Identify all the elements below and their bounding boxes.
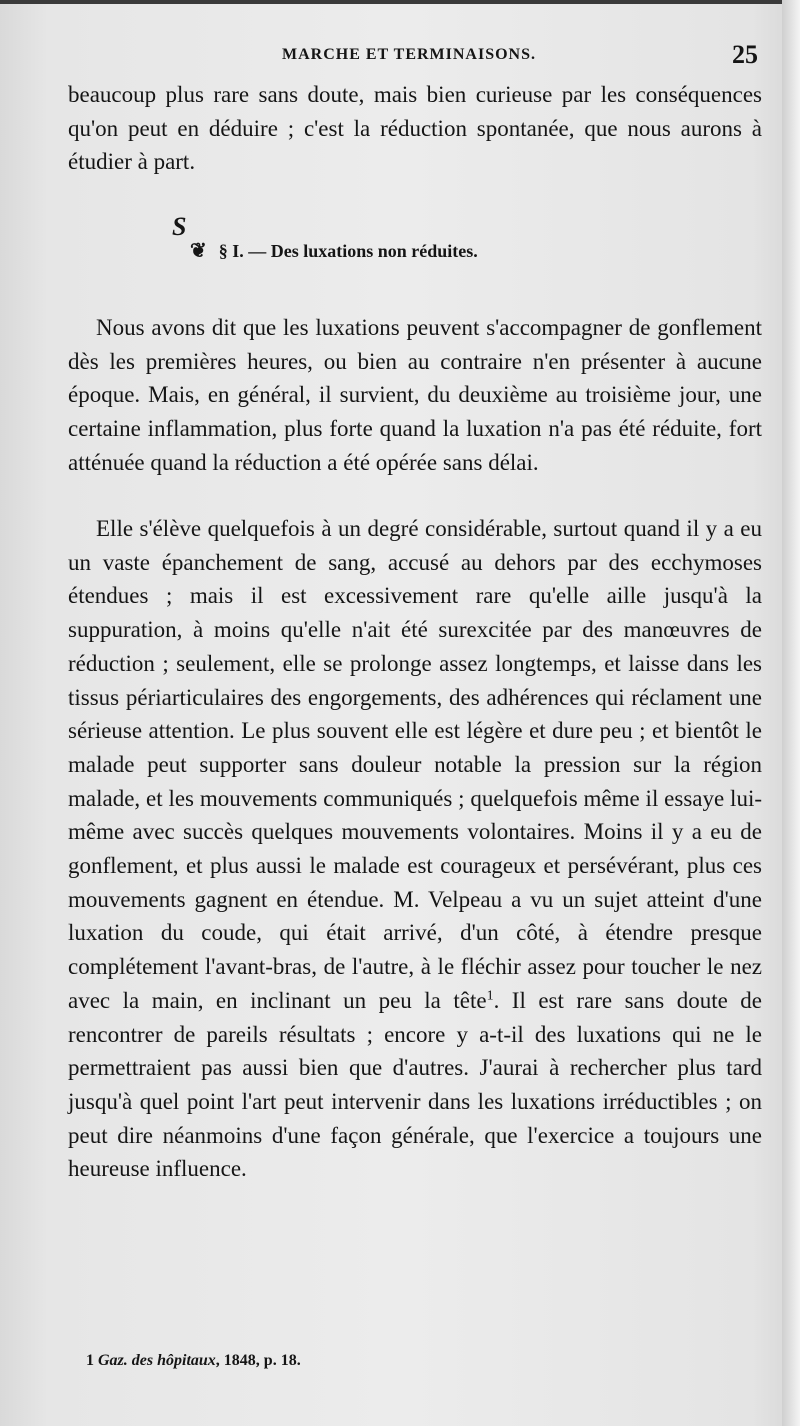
section-heading-text: § I. — Des luxations non réduites.	[218, 241, 478, 261]
section-heading	[190, 238, 478, 263]
page-number: 25	[732, 40, 758, 69]
running-title: MARCHE ET TERMINAISONS.	[282, 46, 537, 63]
footnote-mark: 1	[86, 1352, 94, 1369]
paragraph-inflammation: Nous avons dit que les luxations peuvent s'accompagner de gonflement dès les premières heures, ou bien au contraire n'en présenter à aucune époque. Mais, en général, il survient, du deuxième au troisième jour, une certaine inflammation, plus forte quand la luxation n'a pas été réduite, fort atténuée quand la réduction a été opérée sans délai.	[68, 315, 762, 475]
footnote	[86, 1352, 301, 1370]
page-right-edge	[782, 0, 800, 1426]
paragraph-degree-text: Elle s'élève quelquefois à un degré considérable, surtout quand il y a eu un vaste épanchement de sang, accusé au dehors par des ecchymoses étendues ; mais il est excessivement rare qu'elle aille jusqu'à la suppuration, à moins qu'elle n'ait été surexcitée par des manœuvres de réduction ; seulement, elle se prolonge assez longtemps, et laisse dans les tissus périarticulaires des engorgements, des adhérences qui réclament une sérieuse attention. Le plus souvent elle est légère et dure peu ; et bientôt le malade peut supporter sans douleur notable la pression sur la région malade, et les mouvements communiqués ; quelquefois même il essaye lui-même avec succès quelques mouvements volontaires. Moins il y a eu de gonflement, et plus aussi le malade est courageux et persévérant, plus ces mouvements gagnent en étendue. M. Velpeau a vu un sujet atteint d'une luxation du coude, qui était arrivé, d'un côté, à étendre presque complétement l'avant-bras, de l'autre, à le fléchir assez pour toucher le nez avec la main, en inclinant un peu la tête	[68, 516, 762, 1013]
footnote-rest: , 1848, p. 18.	[215, 1352, 301, 1369]
paragraph-degree	[68, 512, 762, 1186]
running-head	[0, 40, 800, 70]
fleuron-icon: ❦	[190, 240, 207, 262]
paragraph-degree-end: . Il est rare sans doute de rencontrer de pareils résultats ; encore y a-t-il des luxations qui ne le permettraient pas aussi bien que d'autres. J'aurai à rechercher plus tard jusqu'à quel point l'art peut intervenir dans les luxations irréductibles ; on peut dire néanmoins d'une façon générale, que l'exercice a toujours une heureuse influence.	[68, 987, 762, 1182]
page-top-edge	[0, 0, 800, 4]
paragraph-continued: beaucoup plus rare sans doute, mais bien curieuse par les conséquences qu'on peut en déduire ; c'est la réduction spontanée, que nous aurons à étudier à part.	[68, 82, 762, 175]
handwritten-mark: S	[172, 212, 187, 241]
footnote-title: Gaz. des hôpitaux	[98, 1352, 216, 1369]
footnote-reference: 1	[486, 988, 494, 1004]
